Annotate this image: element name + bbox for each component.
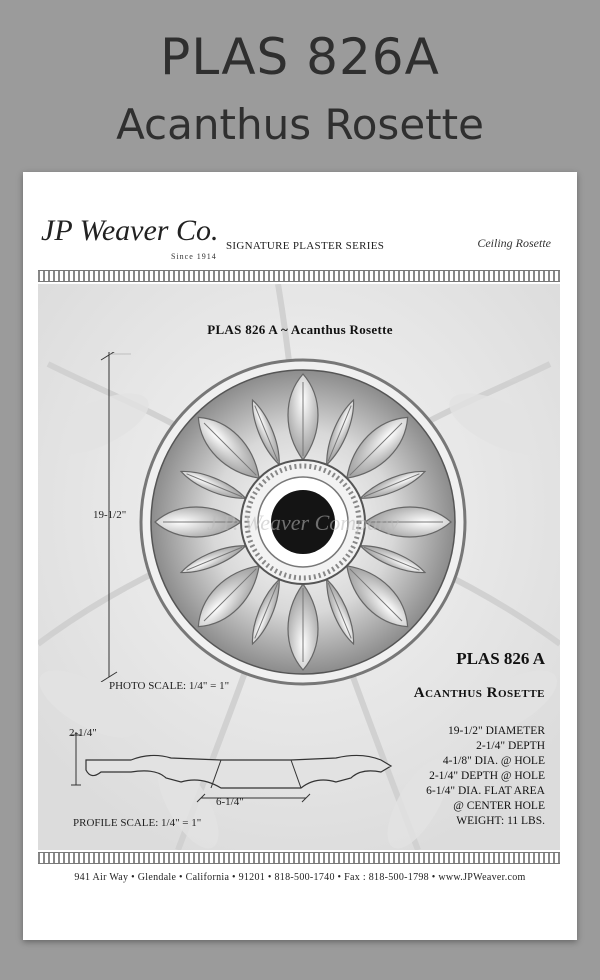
spec-item: 4-1/8" DIA. @ HOLE <box>442 755 545 767</box>
series-label: SIGNATURE PLASTER SERIES <box>226 240 385 252</box>
watermark-text: J.P. Weaver Company <box>207 510 399 535</box>
footer-contact: 941 Air Way • Glendale • California • 91201 • 818-500-1740 • Fax : 818-500-1798 • www.JPWeaver.com <box>74 872 526 883</box>
page-title: PLAS 826A <box>160 28 440 86</box>
spec-item: @ CENTER HOLE <box>453 800 545 812</box>
spec-list <box>426 724 545 829</box>
rosette-photo <box>133 352 473 692</box>
spec-item: 19-1/2" DIAMETER <box>447 725 545 737</box>
decorative-border-bottom <box>38 852 560 864</box>
photo-scale-label: PHOTO SCALE: 1/4" = 1" <box>109 680 230 692</box>
flat-area-label: 6-1/4" <box>216 796 244 808</box>
diameter-label: 19-1/2" <box>93 509 127 521</box>
spec-code: PLAS 826 A <box>456 649 545 668</box>
brand-logo: JP Weaver Co. <box>41 214 219 247</box>
spec-name: Acanthus Rosette <box>413 685 545 701</box>
brand-since: Since 1914 <box>171 252 217 261</box>
spec-sheet <box>23 172 577 940</box>
spec-item: 6-1/4" DIA. FLAT AREA <box>426 785 545 797</box>
category-label: Ceiling Rosette <box>477 236 551 250</box>
decorative-border-top <box>38 270 560 282</box>
depth-label: 2-1/4" <box>69 727 97 739</box>
spec-item: 2-1/4" DEPTH <box>476 740 545 752</box>
profile-scale-label: PROFILE SCALE: 1/4" = 1" <box>73 817 202 829</box>
profile-drawing <box>61 730 401 805</box>
sheet-title: PLAS 826 A ~ Acanthus Rosette <box>207 322 393 337</box>
spec-item: WEIGHT: 11 LBS. <box>456 815 545 827</box>
spec-item: 2-1/4" DEPTH @ HOLE <box>429 770 545 782</box>
page-subtitle: Acanthus Rosette <box>116 100 484 149</box>
